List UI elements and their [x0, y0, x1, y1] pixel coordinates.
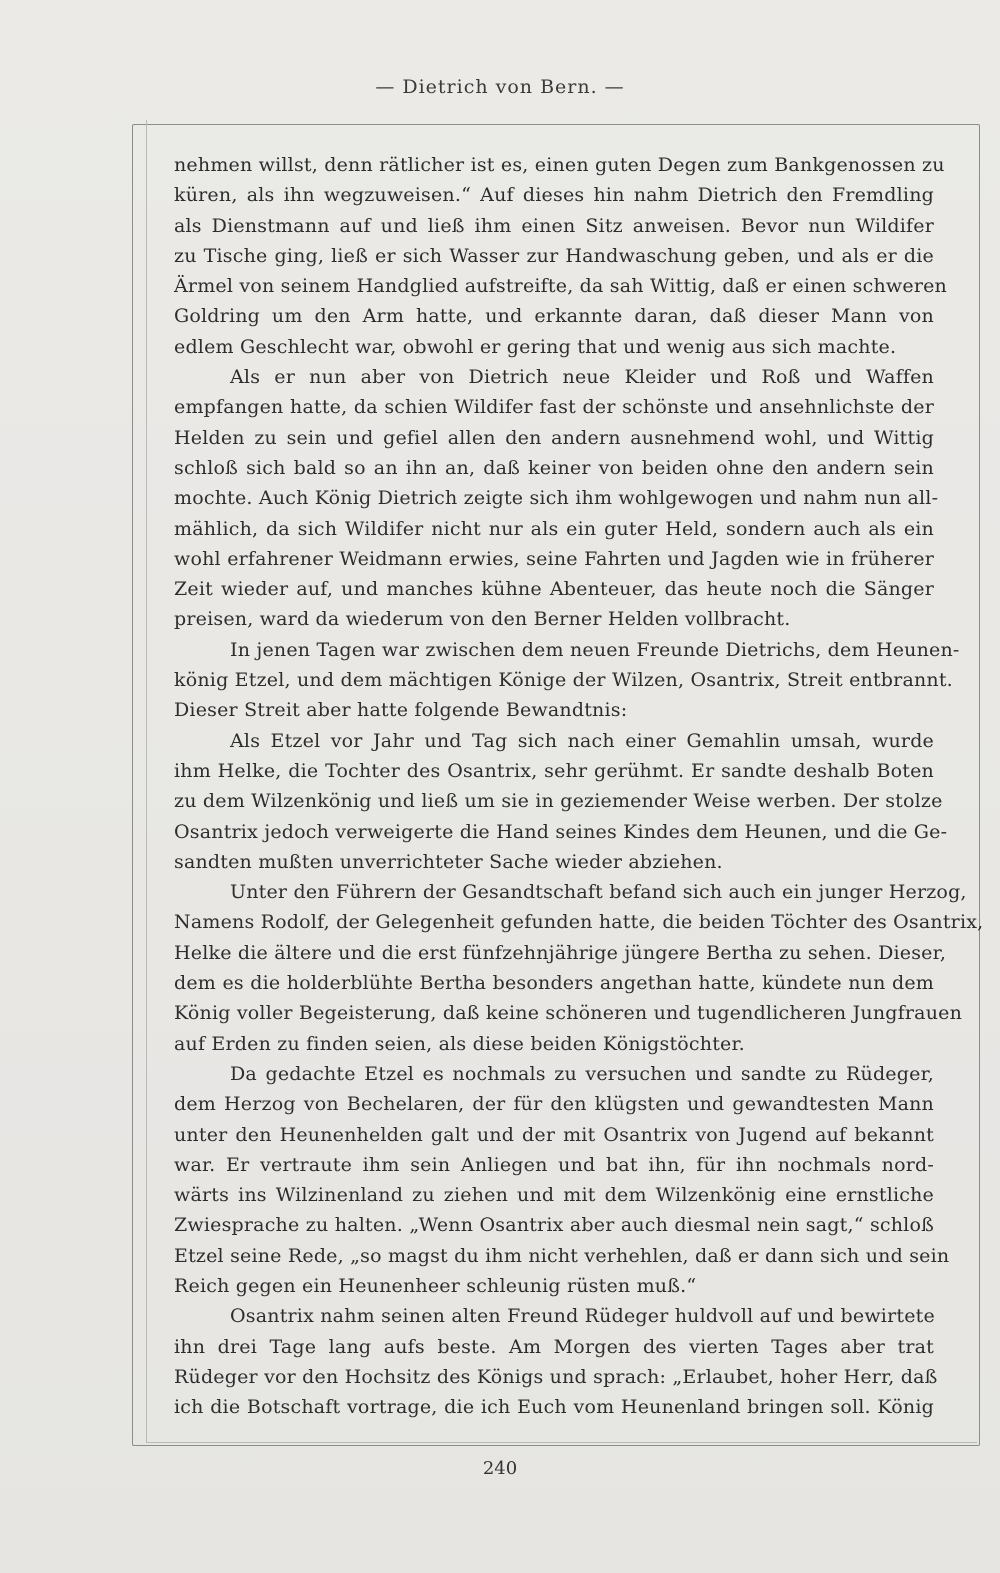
text-line: mochte. Auch König Dietrich zeigte sich ihm wohlgewogen und nahm nun all- — [174, 487, 939, 510]
text-line: war. Er vertraute ihm sein Anliegen und bat ihn, für ihn nochmals nord- — [174, 1153, 934, 1176]
text-line: Als Etzel vor Jahr und Tag sich nach einer Gemahlin umsah, wurde — [230, 729, 934, 752]
text-line: Helke die ältere und die erst fünfzehnjährige jüngere Bertha zu sehen. Dieser, — [174, 941, 947, 964]
text-line: unter den Heunenhelden galt und der mit Osantrix von Jugend auf bekannt — [174, 1123, 934, 1146]
text-line: König voller Begeisterung, daß keine schöneren und tugendlicheren Jungfrauen — [174, 1002, 963, 1025]
text-line: wohl erfahrener Weidmann erwies, seine Fahrten und Jagden wie in früherer — [174, 547, 934, 570]
text-line: wärts ins Wilzinenland zu ziehen und mit dem Wilzenkönig eine ernstliche — [174, 1184, 934, 1207]
text-line: Namens Rodolf, der Gelegenheit gefunden hatte, die beiden Töchter des Osantrix, — [174, 911, 984, 934]
text-line: Dieser Streit aber hatte folgende Bewandtnis: — [174, 699, 628, 722]
text-line: Zwiesprache zu halten. „Wenn Osantrix aber auch diesmal nein sagt,“ schloß — [174, 1214, 934, 1237]
text-line: zu dem Wilzenkönig und ließ um sie in geziemender Weise werben. Der stolze — [174, 790, 943, 813]
text-line: Zeit wieder auf, und manches kühne Abenteuer, das heute noch die Sänger — [174, 578, 934, 601]
text-line: könig Etzel, und dem mächtigen Könige der Wilzen, Osantrix, Streit entbrannt. — [174, 669, 953, 692]
running-title: — Dietrich von Bern. — — [375, 76, 625, 98]
text-line: In jenen Tagen war zwischen dem neuen Freunde Dietrichs, dem Heunen- — [230, 638, 960, 661]
text-line: Da gedachte Etzel es nochmals zu versuchen und sandte zu Rüdeger, — [230, 1062, 934, 1085]
text-line: Reich gegen ein Heunenheer schleunig rüsten muß.“ — [174, 1274, 697, 1297]
text-line: Goldring um den Arm hatte, und erkannte daran, daß dieser Mann von — [174, 305, 934, 328]
body-text — [174, 150, 984, 1422]
text-line: sandten mußten unverrichteter Sache wieder abziehen. — [174, 850, 723, 873]
text-line: empfangen hatte, da schien Wildifer fast der schönste und ansehnlichste der — [174, 396, 934, 419]
text-line: küren, als ihn wegzuweisen.“ Auf dieses hin nahm Dietrich den Fremdling — [174, 184, 934, 207]
text-line: als Dienstmann auf und ließ ihm einen Sitz anweisen. Bevor nun Wildifer — [174, 214, 934, 237]
text-line: preisen, ward da wiederum von den Berner Helden vollbracht. — [174, 608, 791, 631]
text-line: auf Erden zu finden seien, als diese beiden Königstöchter. — [174, 1032, 745, 1055]
text-line: dem es die holderblühte Bertha besonders angethan hatte, kündete nun dem — [174, 972, 934, 995]
text-line: Etzel seine Rede, „so magst du ihm nicht verhehlen, daß er dann sich und sein — [174, 1244, 950, 1267]
text-line: ich die Botschaft vortrage, die ich Euch vom Heunenland bringen soll. König — [174, 1396, 934, 1419]
page-number: 240 — [482, 1458, 518, 1479]
text-line: mählich, da sich Wildifer nicht nur als ein guter Held, sondern auch als ein — [174, 517, 934, 540]
text-line: nehmen willst, denn rätlicher ist es, einen guten Degen zum Bankgenossen zu — [174, 154, 945, 176]
text-line: Osantrix nahm seinen alten Freund Rüdeger huldvoll auf und bewirtete — [230, 1305, 935, 1328]
text-line: Ärmel von seinem Handglied aufstreifte, da sah Wittig, daß er einen schweren — [174, 275, 947, 298]
text-line: edlem Geschlecht war, obwohl er gering that und wenig aus sich machte. — [174, 335, 897, 358]
text-line: zu Tische ging, ließ er sich Wasser zur Handwaschung geben, und als er die — [174, 244, 934, 267]
text-line: schloß sich bald so an ihn an, daß keiner von beiden ohne den andern sein — [174, 456, 934, 479]
text-line: Als er nun aber von Dietrich neue Kleider und Roß und Waffen — [230, 366, 934, 389]
text-line: ihn drei Tage lang aufs beste. Am Morgen des vierten Tages aber trat — [174, 1335, 934, 1358]
text-line: ihm Helke, die Tochter des Osantrix, sehr gerühmt. Er sandte deshalb Boten — [174, 759, 934, 782]
text-line: Rüdeger vor den Hochsitz des Königs und sprach: „Erlaubet, hoher Herr, daß — [174, 1365, 938, 1388]
text-line: dem Herzog von Bechelaren, der für den klügsten und gewandtesten Mann — [174, 1093, 934, 1116]
text-line: Helden zu sein und gefiel allen den andern ausnehmend wohl, und Wittig — [174, 426, 934, 449]
text-line: Osantrix jedoch verweigerte die Hand seines Kindes dem Heunen, und die Ge- — [174, 820, 948, 843]
text-line: Unter den Führern der Gesandtschaft befand sich auch ein junger Herzog, — [230, 881, 967, 904]
